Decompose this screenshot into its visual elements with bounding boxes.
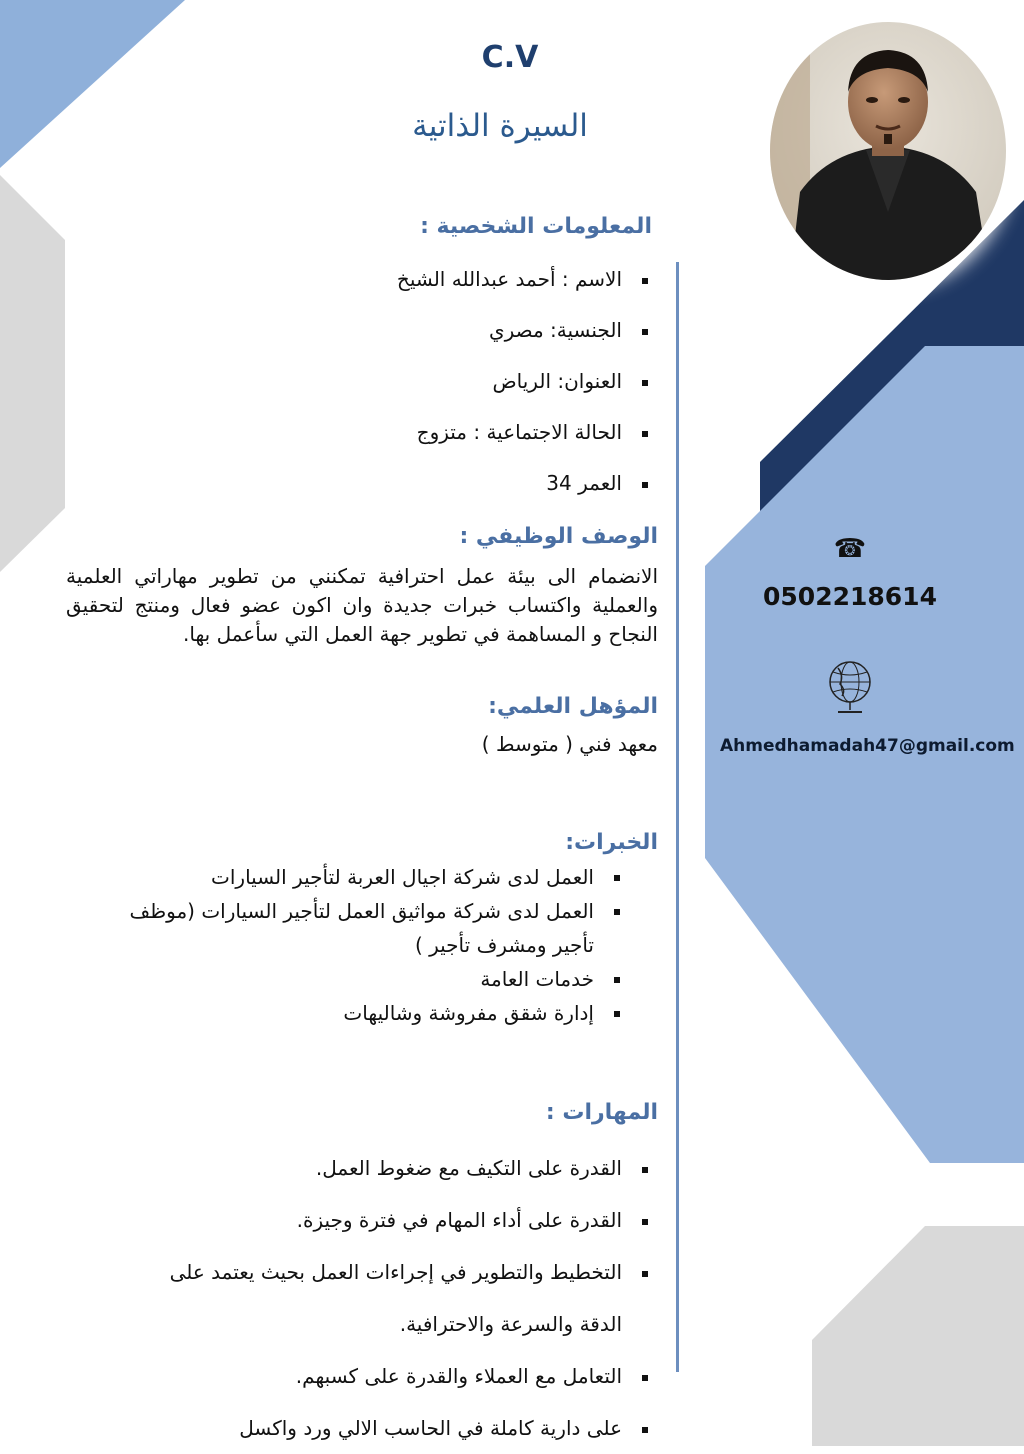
- bottom-right-gray-shape: [812, 1226, 1024, 1446]
- phone-icon: ☎: [833, 534, 867, 564]
- list-item: العمل لدى شركة اجيال العربة لتأجير السيارات: [130, 860, 628, 894]
- education-text: معهد فني ( متوسط ): [481, 732, 658, 756]
- personal-info-list: [397, 264, 656, 519]
- experience-list: [130, 860, 628, 1030]
- globe-icon: [820, 654, 880, 718]
- page-title: السيرة الذاتية: [412, 108, 588, 144]
- list-item: التخطيط والتطوير في إجراءات العمل بحيث يعتمد على: [170, 1246, 656, 1298]
- skills-list: [170, 1142, 656, 1454]
- list-item: العمل لدى شركة مواثيق العمل لتأجير السيارات (موظف: [130, 894, 628, 928]
- personal-info-heading: المعلومات الشخصية :: [420, 214, 652, 239]
- objective-text: الانضمام الى بيئة عمل احترافية تمكنني من تطوير مهاراتي العلمية والعملية واكتساب خبرات جديدة وان اكون عضو فعال ومنتج لتحقيق النجاح و المساهمة في تطوير جهة العمل التي سأعمل بها.: [66, 564, 658, 646]
- phone-number[interactable]: 0502218614: [763, 582, 937, 611]
- experience-heading: الخبرات:: [565, 830, 658, 855]
- list-item: القدرة على أداء المهام في فترة وجيزة.: [170, 1194, 656, 1246]
- top-left-blue-shape: [0, 0, 185, 168]
- list-item: القدرة على التكيف مع ضغوط العمل.: [170, 1142, 656, 1194]
- profile-photo: [770, 22, 1006, 280]
- list-item-continuation: تأجير ومشرف تأجير ): [414, 933, 594, 957]
- list-item: العمر 34: [397, 468, 656, 519]
- list-item: العنوان: الرياض: [397, 366, 656, 417]
- list-item: الاسم : أحمد عبدالله الشيخ: [397, 264, 656, 315]
- cv-title: C.V: [481, 40, 539, 75]
- objective-heading: الوصف الوظيفي :: [459, 524, 658, 549]
- vertical-divider: [676, 262, 679, 1372]
- left-gray-shape: [0, 175, 65, 572]
- email-address[interactable]: Ahmedhamadah47@gmail.com: [720, 736, 1015, 756]
- skills-heading: المهارات :: [545, 1100, 658, 1125]
- list-item: التعامل مع العملاء والقدرة على كسبهم.: [170, 1350, 656, 1402]
- list-item: على دارية كاملة في الحاسب الالي ورد واكسل: [170, 1402, 656, 1454]
- list-item-continuation: الدقة والسرعة والاحترافية.: [399, 1312, 622, 1336]
- list-item: خدمات العامة: [130, 962, 628, 996]
- list-item: الحالة الاجتماعية : متزوج: [397, 417, 656, 468]
- list-item: الجنسية: مصري: [397, 315, 656, 366]
- education-heading: المؤهل العلمي:: [488, 694, 658, 719]
- list-item: إدارة شقق مفروشة وشاليهات: [130, 996, 628, 1030]
